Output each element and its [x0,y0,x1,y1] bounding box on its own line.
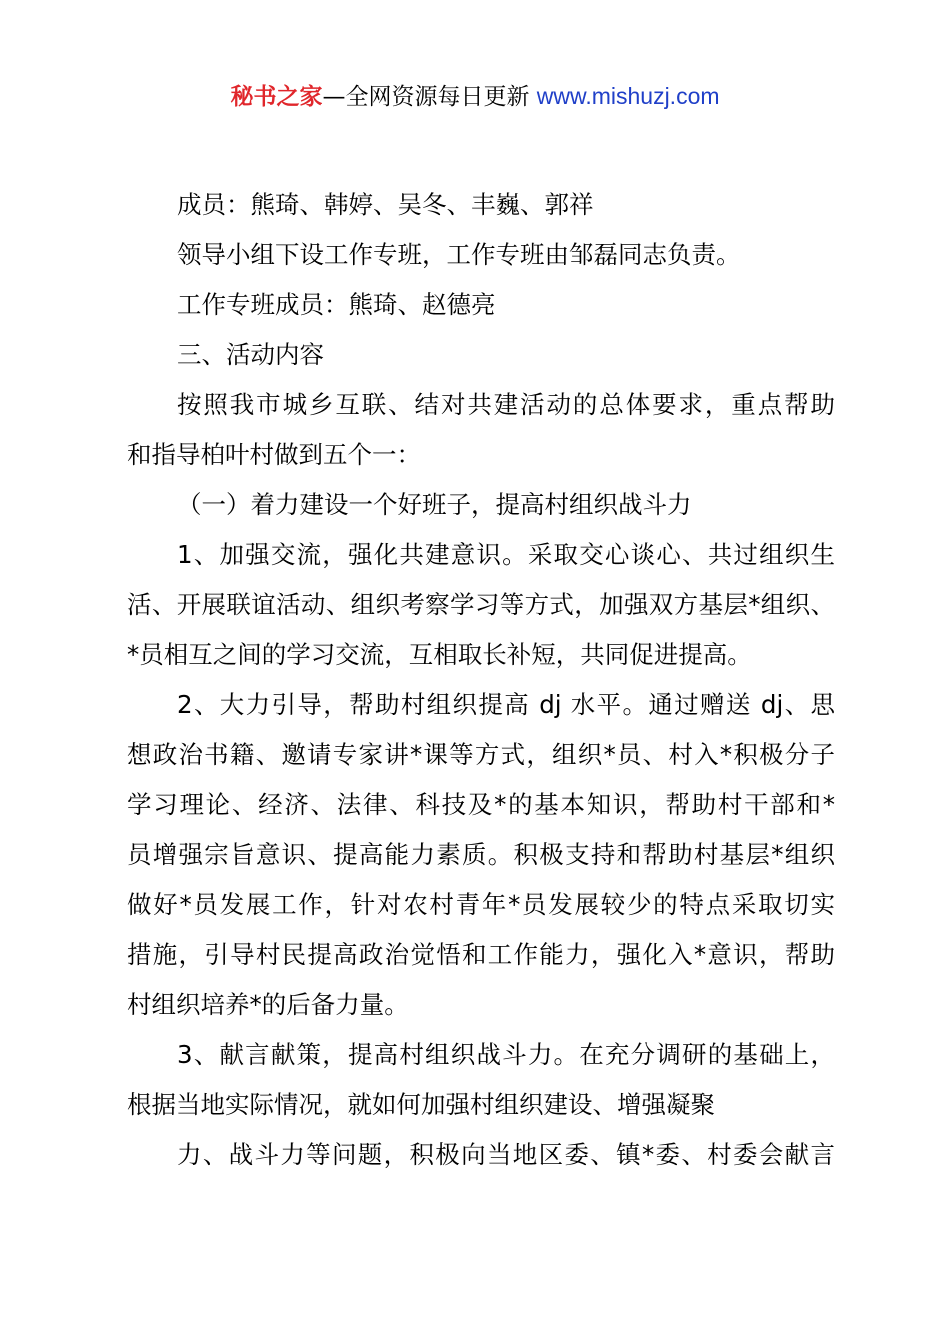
site-brand: 秘书之家 [230,84,323,110]
text-line: 1、加强交流，强化共建意识。采取交心谈心、共过组织生 [177,540,835,569]
document-body [127,180,835,1180]
text-line: 措施，引导村民提高政治觉悟和工作能力，强化入*意识，帮助 [127,940,835,969]
text-line: 根据当地实际情况，就如何加强村组织建设、增强凝聚 [127,1090,715,1119]
text-line: 三、活动内容 [177,340,324,369]
text-line: 按照我市城乡互联、结对共建活动的总体要求，重点帮助 [177,390,835,419]
site-tagline: —全网资源每日更新 [322,84,530,110]
text-line: 2、大力引导，帮助村组织提高 dj 水平。通过赠送 dj、思 [177,690,835,719]
text-line: 村组织培养*的后备力量。 [127,990,409,1019]
text-line: 做好*员发展工作，针对农村青年*员发展较少的特点采取切实 [127,890,835,919]
text-line: 想政治书籍、邀请专家讲*课等方式，组织*员、村入*积极分子 [127,740,835,769]
text-line: （一）着力建设一个好班子，提高村组织战斗力 [177,490,692,519]
text-line: 工作专班成员：熊琦、赵德亮 [177,290,496,319]
text-line: 活、开展联谊活动、组织考察学习等方式，加强双方基层*组织、 [127,590,835,619]
text-line: 领导小组下设工作专班，工作专班由邹磊同志负责。 [177,240,741,269]
text-line: 员增强宗旨意识、提高能力素质。积极支持和帮助村基层*组织 [127,840,835,869]
site-url-link[interactable]: www.mishuzj.com [536,83,720,109]
text-line: 3、献言献策，提高村组织战斗力。在充分调研的基础上， [177,1040,835,1069]
text-line: 学习理论、经济、法律、科技及*的基本知识，帮助村干部和* [127,790,835,819]
text-line: 力、战斗力等问题，积极向当地区委、镇*委、村委会献言 [177,1140,835,1169]
text-line: 成员：熊琦、韩婷、吴冬、丰巍、郭祥 [177,190,594,219]
text-line: *员相互之间的学习交流，互相取长补短，共同促进提高。 [127,640,752,669]
text-line: 和指导柏叶村做到五个一： [127,440,421,469]
page-header [0,80,950,113]
